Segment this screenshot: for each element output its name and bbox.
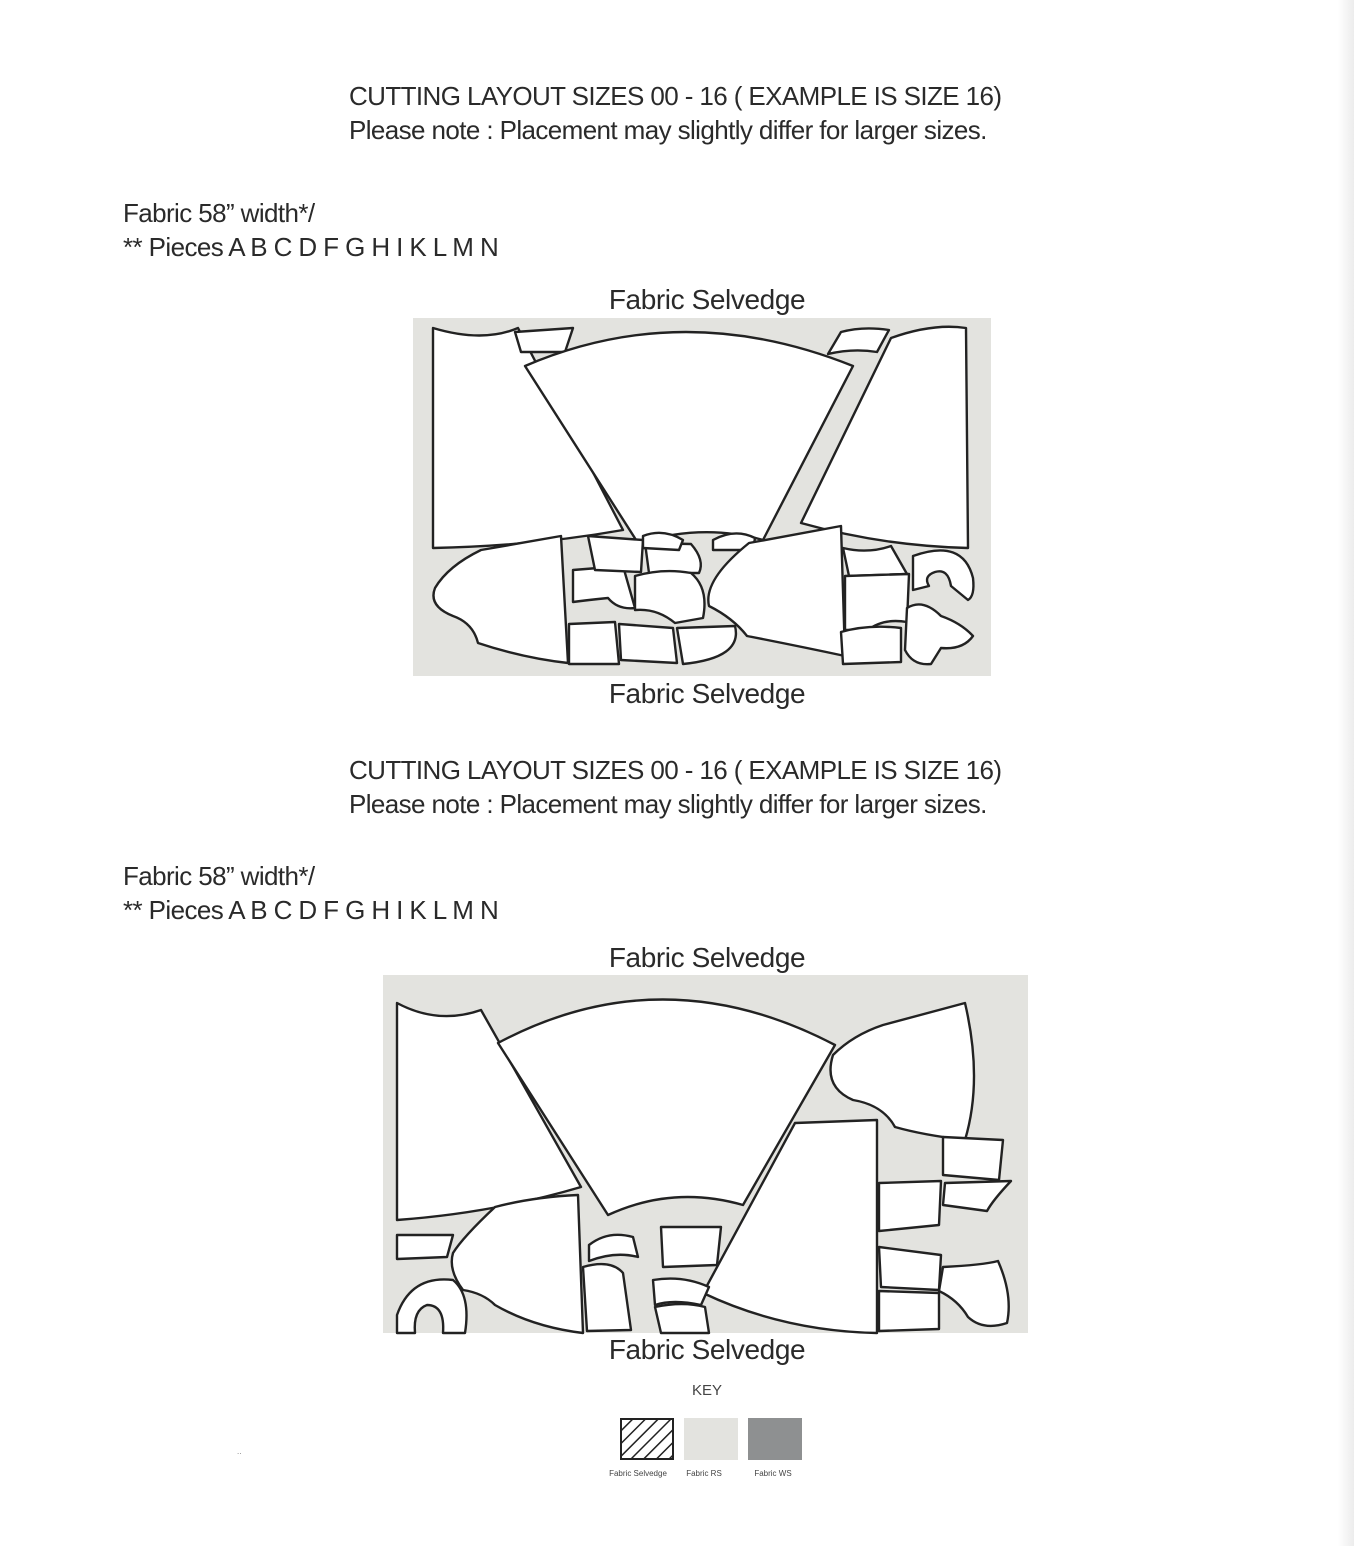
pattern-piece-small [661, 1227, 721, 1267]
layout-2-selvedge-top: Fabric Selvedge [608, 942, 806, 973]
key-label-selvedge: Fabric Selvedge [609, 1469, 667, 1478]
key-swatch-fabric-ws [748, 1418, 802, 1460]
key-label-fabric-ws: Fabric WS [754, 1469, 792, 1478]
pattern-piece-small [943, 1137, 1003, 1180]
pattern-piece-small [655, 1304, 709, 1333]
key-label-fabric-rs: Fabric RS [686, 1469, 722, 1478]
pattern-piece-small [879, 1247, 941, 1290]
pattern-piece-small [841, 627, 901, 664]
layout-1-diagram [413, 318, 991, 676]
layout-1-pieces-list: ** Pieces A B C D F G H I K L M N [123, 232, 499, 262]
key-swatch-fabric-rs [684, 1418, 738, 1460]
pattern-piece-small [879, 1181, 941, 1231]
layout-1-note: Please note : Placement may slightly differ for larger sizes. [349, 115, 987, 145]
layout-2-fabric-width: Fabric 58” width*/ [123, 861, 315, 891]
pattern-piece-small [588, 536, 643, 572]
pattern-piece-small [619, 624, 677, 663]
pattern-piece-small [879, 1291, 939, 1331]
pattern-piece-small [653, 1279, 709, 1305]
pattern-piece-small [515, 328, 573, 352]
key-title: KEY [691, 1382, 723, 1399]
pattern-piece-small [397, 1235, 453, 1259]
layout-2-title: CUTTING LAYOUT SIZES 00 - 16 ( EXAMPLE IS SIZE 16) [349, 755, 1002, 785]
layout-2-pieces-list: ** Pieces A B C D F G H I K L M N [123, 895, 499, 925]
pattern-piece-small [569, 622, 619, 664]
layout-1-fabric-width: Fabric 58” width*/ [123, 198, 315, 228]
key-swatch-selvedge [620, 1418, 674, 1460]
layout-1-selvedge-bottom: Fabric Selvedge [608, 678, 806, 709]
layout-2-note: Please note : Placement may slightly differ for larger sizes. [349, 789, 987, 819]
pattern-piece-small [583, 1264, 631, 1331]
layout-2-selvedge-bottom: Fabric Selvedge [608, 1334, 806, 1365]
layout-1-title: CUTTING LAYOUT SIZES 00 - 16 ( EXAMPLE IS SIZE 16) [349, 81, 1002, 111]
layout-2-diagram [383, 975, 1028, 1333]
page-edge-shadow [1338, 0, 1354, 1546]
stray-mark: .. [237, 1447, 242, 1456]
layout-1-selvedge-top: Fabric Selvedge [608, 284, 806, 315]
pattern-piece-small [845, 574, 909, 630]
